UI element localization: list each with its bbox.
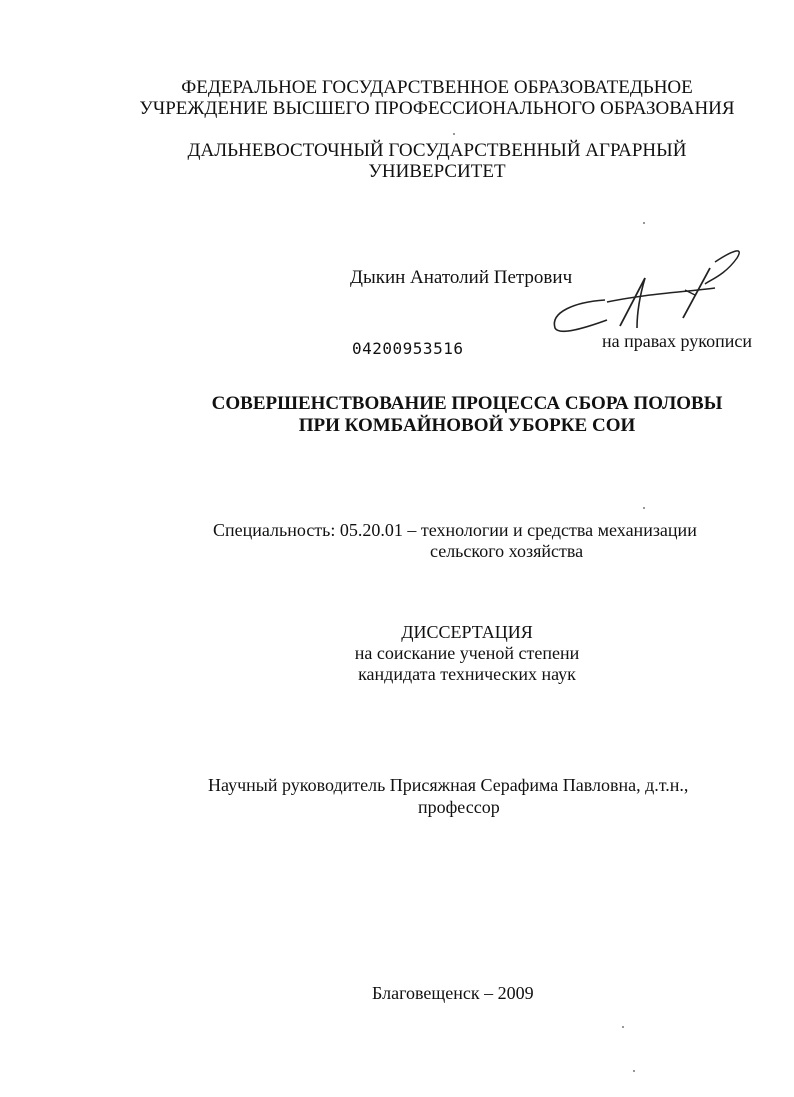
- registration-number: 04200953516: [352, 339, 464, 358]
- scan-speck: [453, 133, 455, 135]
- scan-speck: [643, 222, 645, 224]
- scan-speck: [643, 507, 645, 509]
- handwritten-signature: [545, 240, 755, 340]
- title-line-1: СОВЕРШЕНСТВОВАНИЕ ПРОЦЕССА СБОРА ПОЛОВЫ: [211, 393, 723, 414]
- degree-line-1: на соискание ученой степени: [354, 643, 580, 663]
- manuscript-rights-note: на правах рукописи: [602, 331, 752, 351]
- city-year: Благовещенск – 2009: [372, 983, 534, 1003]
- author-name: Дыкин Анатолий Петрович: [350, 267, 573, 288]
- university-line-2: УНИВЕРСИТЕТ: [368, 161, 506, 182]
- dissertation-heading: ДИССЕРТАЦИЯ: [401, 622, 533, 642]
- supervisor-line-2: профессор: [418, 797, 500, 817]
- supervisor-line-1: Научный руководитель Присяжная Серафима Павловна, д.т.н.,: [208, 775, 689, 795]
- institution-header: [40, 77, 794, 119]
- institution-line-2: УЧРЕЖДЕНИЕ ВЫСШЕГО ПРОФЕССИОНАЛЬНОГО ОБРАЗОВАНИЯ: [139, 98, 735, 119]
- degree-line-2: кандидата технических наук: [358, 664, 576, 684]
- university-line-1: ДАЛЬНЕВОСТОЧНЫЙ ГОСУДАРСТВЕННЫЙ АГРАРНЫЙ: [187, 140, 687, 161]
- title-line-2: ПРИ КОМБАЙНОВОЙ УБОРКЕ СОИ: [298, 415, 636, 436]
- dissertation-block: [70, 622, 794, 685]
- specialty-line-1: Специальность: 05.20.01 – технологии и средства механизации: [213, 520, 697, 540]
- scan-speck: [633, 1070, 635, 1072]
- specialty-line-2: сельского хозяйства: [430, 541, 584, 561]
- dissertation-title: [70, 393, 794, 437]
- university-name: [40, 140, 794, 182]
- institution-line-1: ФЕДЕРАЛЬНОЕ ГОСУДАРСТВЕННОЕ ОБРАЗОВАТЕДЬНОЕ: [181, 77, 693, 98]
- scan-speck: [622, 1026, 624, 1028]
